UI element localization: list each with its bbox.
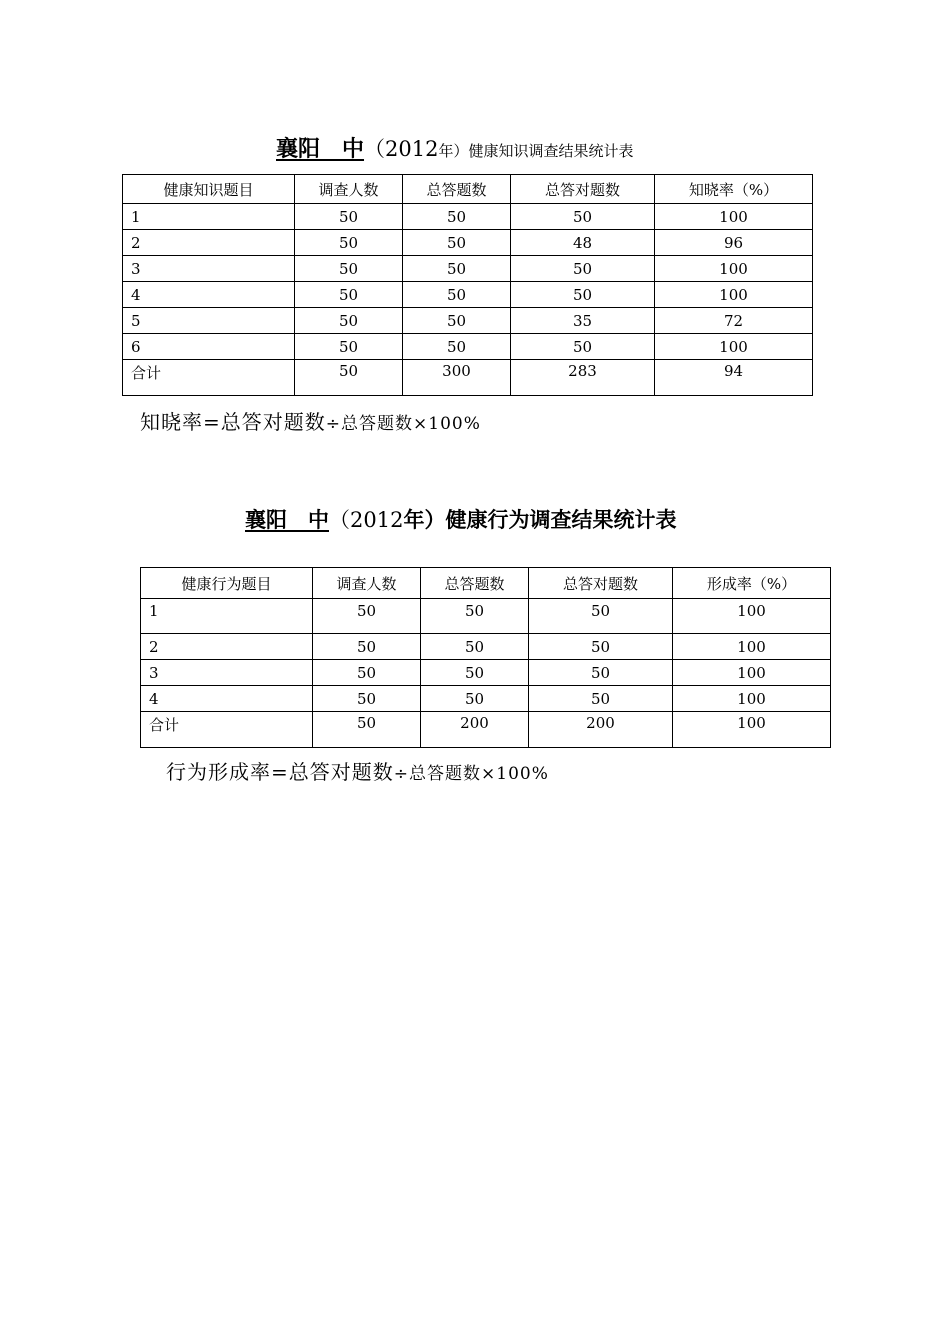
- header-correct-answers: 总答对题数: [529, 568, 673, 599]
- row-label: 4: [123, 282, 295, 308]
- cell-rate: 72: [655, 308, 813, 334]
- row-label: 2: [123, 230, 295, 256]
- header-total-answers: 总答题数: [421, 568, 529, 599]
- cell-correct-answers: 50: [529, 686, 673, 712]
- formula-lead: 知晓率=总答对题数: [140, 410, 326, 434]
- table-total-row: [123, 360, 813, 396]
- row-label: 合计: [123, 360, 295, 396]
- cell-rate: 100: [673, 599, 831, 634]
- header-total-answers: 总答题数: [403, 175, 511, 204]
- knowledge-survey-table: [122, 174, 813, 396]
- header-question: 健康行为题目: [141, 568, 313, 599]
- header-awareness-rate: 知晓率（%）: [655, 175, 813, 204]
- row-label: 3: [141, 660, 313, 686]
- formula-tail: ÷总答题数×100%: [393, 764, 549, 784]
- behavior-survey-table: [140, 567, 831, 748]
- row-label: 3: [123, 256, 295, 282]
- cell-rate: 100: [655, 334, 813, 360]
- table-row: [123, 230, 813, 256]
- table-total-row: [141, 712, 831, 748]
- cell-correct-answers: 50: [511, 256, 655, 282]
- knowledge-title-school: 襄阳 中: [276, 136, 365, 162]
- behavior-title-rest: 年）健康行为调查结果统计表: [403, 507, 677, 532]
- row-label: 1: [123, 204, 295, 230]
- behavior-title-year: （2012: [329, 508, 404, 532]
- knowledge-title-year: （2012: [364, 137, 439, 161]
- table-row: [123, 334, 813, 360]
- table-row: [123, 204, 813, 230]
- cell-respondents: 50: [295, 204, 403, 230]
- formula-tail: ÷总答题数×100%: [325, 414, 481, 434]
- cell-total-answers: 200: [421, 712, 529, 748]
- row-label: 4: [141, 686, 313, 712]
- cell-correct-answers: 50: [511, 334, 655, 360]
- cell-rate: 100: [655, 256, 813, 282]
- cell-rate: 100: [673, 634, 831, 660]
- cell-total-answers: 50: [403, 256, 511, 282]
- table-row: [141, 634, 831, 660]
- cell-correct-answers: 200: [529, 712, 673, 748]
- cell-total-answers: 300: [403, 360, 511, 396]
- row-label: 2: [141, 634, 313, 660]
- cell-respondents: 50: [295, 230, 403, 256]
- knowledge-table-title: [276, 133, 633, 167]
- header-formation-rate: 形成率（%）: [673, 568, 831, 599]
- header-question: 健康知识题目: [123, 175, 295, 204]
- formula-lead: 行为形成率=总答对题数: [166, 760, 394, 784]
- table-row: [141, 660, 831, 686]
- cell-total-answers: 50: [421, 660, 529, 686]
- cell-rate: 100: [673, 686, 831, 712]
- row-label: 合计: [141, 712, 313, 748]
- cell-total-answers: 50: [403, 204, 511, 230]
- cell-correct-answers: 50: [511, 282, 655, 308]
- row-label: 5: [123, 308, 295, 334]
- table-header-row: [123, 175, 813, 204]
- cell-correct-answers: 283: [511, 360, 655, 396]
- cell-correct-answers: 50: [529, 660, 673, 686]
- cell-rate: 100: [673, 712, 831, 748]
- cell-respondents: 50: [313, 599, 421, 634]
- table-header-row: [141, 568, 831, 599]
- cell-total-answers: 50: [403, 308, 511, 334]
- table-row: [123, 308, 813, 334]
- cell-total-answers: 50: [421, 686, 529, 712]
- cell-total-answers: 50: [421, 599, 529, 634]
- cell-total-answers: 50: [421, 634, 529, 660]
- row-label: 6: [123, 334, 295, 360]
- cell-respondents: 50: [313, 660, 421, 686]
- behavior-table-title: [245, 504, 676, 536]
- cell-respondents: 50: [295, 360, 403, 396]
- cell-total-answers: 50: [403, 334, 511, 360]
- cell-correct-answers: 48: [511, 230, 655, 256]
- awareness-rate-formula: [140, 406, 481, 435]
- formation-rate-formula: [166, 756, 549, 785]
- cell-rate: 100: [655, 282, 813, 308]
- table-row: [141, 686, 831, 712]
- cell-rate: 100: [655, 204, 813, 230]
- cell-rate: 94: [655, 360, 813, 396]
- cell-rate: 96: [655, 230, 813, 256]
- cell-respondents: 50: [313, 686, 421, 712]
- cell-correct-answers: 50: [511, 204, 655, 230]
- cell-total-answers: 50: [403, 230, 511, 256]
- header-correct-answers: 总答对题数: [511, 175, 655, 204]
- header-respondents: 调查人数: [295, 175, 403, 204]
- cell-respondents: 50: [295, 334, 403, 360]
- table-row: [123, 282, 813, 308]
- table-row: [141, 599, 831, 634]
- cell-respondents: 50: [295, 282, 403, 308]
- cell-correct-answers: 50: [529, 634, 673, 660]
- cell-respondents: 50: [295, 256, 403, 282]
- row-label: 1: [141, 599, 313, 634]
- cell-respondents: 50: [313, 712, 421, 748]
- cell-correct-answers: 35: [511, 308, 655, 334]
- knowledge-title-rest: 年）健康知识调查结果统计表: [438, 142, 634, 160]
- cell-respondents: 50: [295, 308, 403, 334]
- cell-rate: 100: [673, 660, 831, 686]
- header-respondents: 调查人数: [313, 568, 421, 599]
- behavior-title-school: 襄阳 中: [245, 507, 329, 532]
- cell-total-answers: 50: [403, 282, 511, 308]
- table-row: [123, 256, 813, 282]
- cell-correct-answers: 50: [529, 599, 673, 634]
- cell-respondents: 50: [313, 634, 421, 660]
